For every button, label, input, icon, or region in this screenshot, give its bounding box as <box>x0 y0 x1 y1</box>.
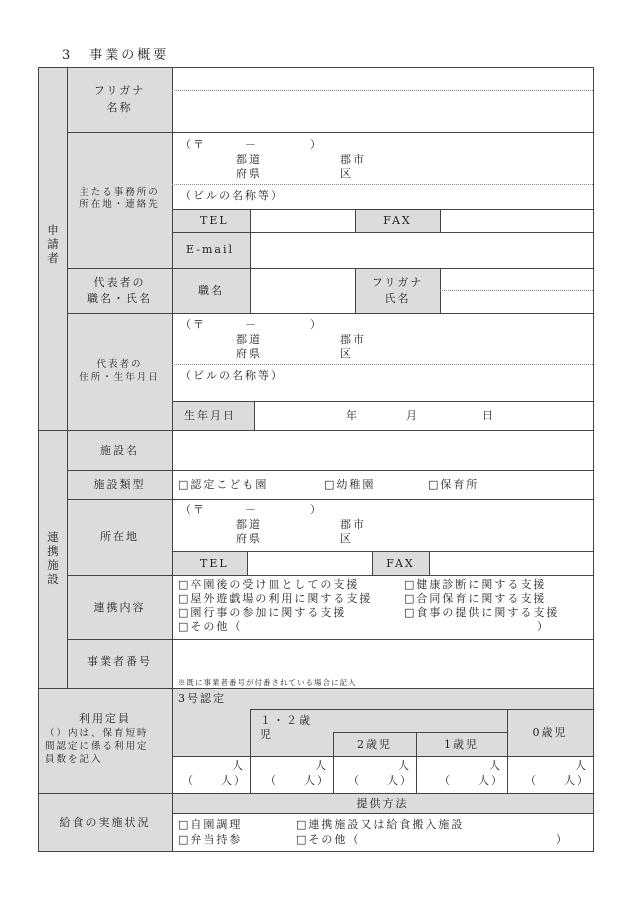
facility-type-label: 施設類型 <box>93 478 146 491</box>
row-line <box>67 499 594 500</box>
row-line <box>172 209 594 210</box>
office-pref-top: 都道 <box>236 153 262 166</box>
rep-postal: （〒 － ） <box>180 318 323 331</box>
office-city-bottom: 区 <box>340 167 353 180</box>
facility-pref-bottom: 府県 <box>236 532 262 545</box>
facility-section-label: 連 携 施 設 <box>47 530 59 586</box>
type-option-nursery[interactable]: □保育所 <box>428 478 480 491</box>
support-item[interactable]: □卒園後の受け皿としての支援 <box>178 578 360 591</box>
support-item[interactable]: □屋外遊戯場の利用に関する支援 <box>178 592 373 605</box>
rep-label-bg <box>67 268 172 313</box>
type-option-kindergarten[interactable]: □幼稚園 <box>324 478 376 491</box>
row-line <box>172 232 594 233</box>
facility-city-bottom: 区 <box>340 532 353 545</box>
facility-fax-label: FAX <box>386 557 415 570</box>
row-line <box>67 313 594 314</box>
meal-other-close: ） <box>556 833 569 846</box>
office-label-line2: 所在地・連絡先 <box>79 199 160 210</box>
cert3-label: 3号認定 <box>178 692 226 705</box>
rep-label-line1: 代表者の <box>93 276 146 289</box>
rep-title-label: 職名 <box>198 284 224 297</box>
meal-label: 給食の実施状況 <box>59 816 151 829</box>
age1-label: 1歳児 <box>444 738 479 751</box>
birth-month: 月 <box>406 409 419 422</box>
meal-option-own-kitchen[interactable]: □自園調理 <box>178 818 243 831</box>
age2-label: 2歳児 <box>357 738 392 751</box>
rep-postal-dotted <box>172 364 593 365</box>
rep-furigana-label: フリガナ <box>371 276 424 289</box>
support-item[interactable]: □園行事の参加に関する支援 <box>178 606 347 619</box>
office-pref-bottom: 府県 <box>236 167 262 180</box>
cap-unit-age2: 人 <box>398 759 411 772</box>
applicant-section-label: 申 請 者 <box>47 223 59 265</box>
row-line <box>67 268 594 269</box>
birthdate-col-line <box>254 401 255 430</box>
fac-fax-col-line-2 <box>429 551 430 575</box>
name-label: 名称 <box>106 101 133 114</box>
support-item-other[interactable]: □その他（ <box>178 620 243 633</box>
facility-pref-top: 都道 <box>236 518 262 531</box>
cap-line <box>250 709 594 710</box>
row-line <box>172 551 594 552</box>
row-line <box>67 470 594 471</box>
rep-label-line2: 職名・氏名 <box>87 292 152 305</box>
cap-paren-cert3: （ 人） <box>182 774 247 787</box>
meal-line <box>172 813 594 814</box>
meal-method-label: 提供方法 <box>356 797 409 810</box>
operator-number-label: 事業者番号 <box>87 655 152 668</box>
row-line <box>67 639 594 640</box>
office-postal-dotted <box>172 184 593 185</box>
row-line <box>67 575 594 576</box>
furigana-label: フリガナ <box>93 84 146 97</box>
fac-tel-col-line <box>247 551 248 575</box>
cap-unit-cert3: 人 <box>232 759 245 772</box>
meal-option-other[interactable]: □その他（ <box>296 833 361 846</box>
facility-city-top: 郡市 <box>340 518 366 531</box>
facility-name-label: 施設名 <box>100 444 139 457</box>
rep-col-line-1 <box>250 268 251 313</box>
meal-option-bento[interactable]: □弁当持参 <box>178 833 243 846</box>
rep-name-label: 氏名 <box>384 292 411 305</box>
fax-col-line-2 <box>440 209 441 232</box>
cap-paren-age2: （ 人） <box>348 774 413 787</box>
capacity-note-line1: （）内は、保育短時 <box>45 728 149 739</box>
cap-paren-age12: （ 人） <box>265 774 330 787</box>
rep-city-top: 郡市 <box>340 333 366 346</box>
rep-city-bottom: 区 <box>340 347 353 360</box>
office-city-top: 郡市 <box>340 153 366 166</box>
support-item[interactable]: □健康診断に関する支援 <box>404 578 547 591</box>
fax-label: FAX <box>383 214 412 227</box>
age12-label-a: １・２歳 <box>260 714 312 727</box>
furigana-dotted <box>172 90 593 91</box>
capacity-note-line2: 間認定に係る利用定 <box>45 741 149 752</box>
cap-paren-age1: （ 人） <box>439 774 504 787</box>
rep-addr-label-line1: 代表者の <box>96 359 143 370</box>
facility-postal: （〒 － ） <box>180 503 323 516</box>
facility-labels-bg <box>67 430 172 688</box>
support-other-close: ） <box>537 620 550 633</box>
cap-paren-age0: （ 人） <box>525 774 590 787</box>
rep-addr-label-line2: 住所・生年月日 <box>79 372 160 383</box>
capacity-label: 利用定員 <box>79 712 131 725</box>
divider-capacity-meal <box>38 793 594 794</box>
meal-option-delivery[interactable]: □連携施設又は給食搬入施設 <box>296 818 465 831</box>
cap-line <box>333 732 507 733</box>
rep-building: （ビルの名称等） <box>180 369 284 382</box>
age0-label: 0歳児 <box>532 726 568 739</box>
border-left <box>38 67 39 852</box>
cap-unit-age1: 人 <box>489 759 502 772</box>
office-label-line1: 主たる事務所の <box>79 187 160 198</box>
border-right <box>593 67 594 852</box>
facility-location-label: 所在地 <box>100 530 139 543</box>
birthdate-label: 生年月日 <box>184 409 236 422</box>
rep-furigana-dotted <box>440 290 593 291</box>
row-line <box>67 132 594 133</box>
office-postal: （〒 － ） <box>180 138 323 151</box>
row-line <box>172 401 594 402</box>
cap-unit-age0: 人 <box>575 759 588 772</box>
page-title: 3 事業の概要 <box>62 48 170 63</box>
email-label: E-mail <box>186 243 234 256</box>
rep-furigana-bg <box>355 268 440 313</box>
furigana-label-bg <box>67 67 172 132</box>
type-option-kodomoen[interactable]: □認定こども園 <box>178 478 269 491</box>
rep-col-line-2 <box>355 268 356 313</box>
divider-applicant-facility <box>38 430 594 431</box>
support-item[interactable]: □食事の提供に関する支援 <box>404 606 560 619</box>
office-building: （ビルの名称等） <box>180 189 284 202</box>
rep-pref-top: 都道 <box>236 333 262 346</box>
birth-day: 日 <box>482 409 495 422</box>
tel-label: TEL <box>200 214 229 227</box>
rep-pref-bottom: 府県 <box>236 347 262 360</box>
border-top <box>38 67 594 68</box>
facility-tel-label: TEL <box>200 557 229 570</box>
capacity-note-line3: 員数を記入 <box>45 754 103 765</box>
tel-col-line <box>250 209 251 268</box>
support-label: 連携内容 <box>93 601 146 614</box>
border-bottom <box>38 851 594 852</box>
birth-year: 年 <box>346 409 359 422</box>
cap-unit-age12: 人 <box>315 759 328 772</box>
support-item[interactable]: □合同保育に関する支援 <box>404 592 547 605</box>
age12-label-b: 児 <box>260 728 273 741</box>
cap-line <box>172 756 594 757</box>
operator-number-note: ※既に事業者番号が付番されている場合に記入 <box>178 678 357 687</box>
